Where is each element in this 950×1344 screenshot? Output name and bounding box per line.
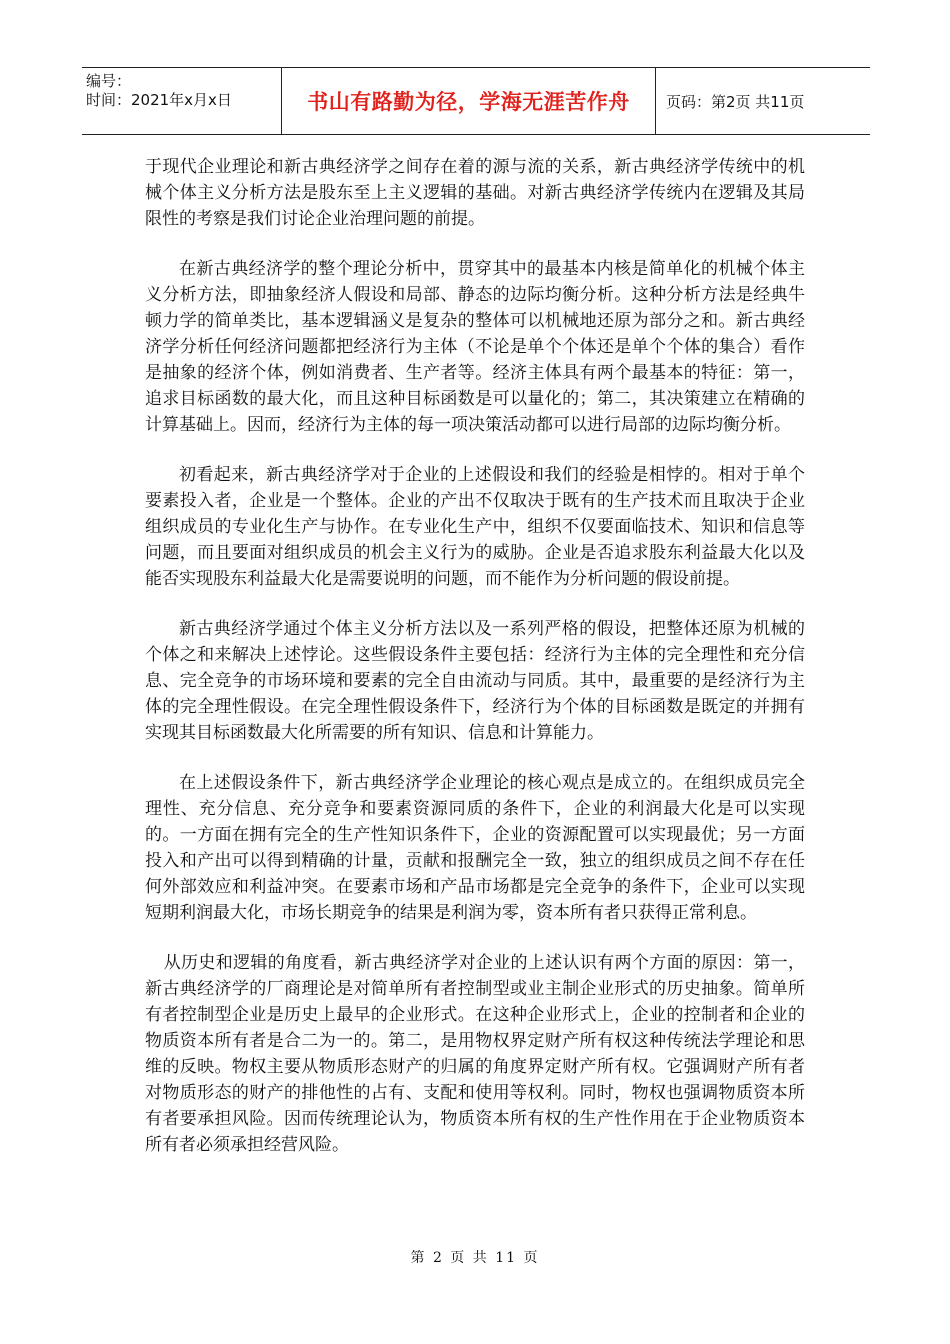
document-number-label: 编号： xyxy=(86,72,132,90)
body-paragraph-5: 在上述假设条件下，新古典经济学企业理论的核心观点是成立的。在组织成员完全理性、充分信息、充分竞争和要素资源同质的条件下，企业的利润最大化是可以实现的。一方面在拥有完全的生产性知识条件下，企业的资源配置可以实现最优；另一方面投入和产出可以得到精确的计量，贡献和报酬完全一致，独立的组织成员之间不存在任何外部效应和利益冲突。在要素市场和产品市场都是完全竞争的条件下，企业可以实现短期利润最大化，市场长期竞争的结果是利润为零，资本所有者只获得正常利息。 xyxy=(145,773,805,923)
document-body xyxy=(145,154,805,1182)
header-motto: 书山有路勤为径，学海无涯苦作舟 xyxy=(307,90,630,114)
page-header xyxy=(82,67,870,135)
header-page-info: 页码：第2页 共11页 xyxy=(666,92,805,111)
document-date: 时间：2021年x月x日 xyxy=(86,91,232,109)
header-motto-cell xyxy=(282,68,656,134)
page-footer: 第 2 页 共 11 页 xyxy=(410,1250,540,1266)
header-page-info-cell xyxy=(656,68,870,134)
body-paragraph-2: 在新古典经济学的整个理论分析中，贯穿其中的最基本内核是简单化的机械个体主义分析方法，即抽象经济人假设和局部、静态的边际均衡分析。这种分析方法是经典牛顿力学的简单类比，基本逻辑涵义是复杂的整体可以机械地还原为部分之和。新古典经济学分析任何经济问题都把经济行为主体（不论是单个个体还是单个个体的集合）看作是抽象的经济个体，例如消费者、生产者等。经济主体具有两个最基本的特征：第一，追求目标函数的最大化，而且这种目标函数是可以量化的；第二，其决策建立在精确的计算基础上。因而，经济行为主体的每一项决策活动都可以进行局部的边际均衡分析。 xyxy=(145,259,805,435)
body-paragraph-3: 初看起来，新古典经济学对于企业的上述假设和我们的经验是相悖的。相对于单个要素投入者，企业是一个整体。企业的产出不仅取决于既有的生产技术而且取决于企业组织成员的专业化生产与协作。在专业化生产中，组织不仅要面临技术、知识和信息等问题，而且要面对组织成员的机会主义行为的威胁。企业是否追求股东利益最大化以及能否实现股东利益最大化是需要说明的问题，而不能作为分析问题的假设前提。 xyxy=(145,465,805,589)
body-paragraph-6: 从历史和逻辑的角度看，新古典经济学对企业的上述认识有两个方面的原因：第一，新古典经济学的厂商理论是对简单所有者控制型或业主制企业形式的历史抽象。简单所有者控制型企业是历史上最早的企业形式。在这种企业形式上，企业的控制者和企业的物质资本所有者是合二为一的。第二，是用物权界定财产所有权这种传统法学理论和思维的反映。物权主要从物质形态财产的归属的角度界定财产所有权。它强调财产所有者对物质形态的财产的排他性的占有、支配和使用等权利。同时，物权也强调物质资本所有者要承担风险。因而传统理论认为，物质资本所有权的生产性作用在于企业物质资本所有者必须承担经营风险。 xyxy=(145,953,805,1155)
body-paragraph-1: 于现代企业理论和新古典经济学之间存在着的源与流的关系，新古典经济学传统中的机械个体主义分析方法是股东至上主义逻辑的基础。对新古典经济学传统内在逻辑及其局限性的考察是我们讨论企业治理问题的前提。 xyxy=(145,157,805,229)
header-meta xyxy=(82,68,282,134)
body-paragraph-4: 新古典经济学通过个体主义分析方法以及一系列严格的假设，把整体还原为机械的个体之和来解决上述悖论。这些假设条件主要包括：经济行为主体的完全理性和充分信息、完全竞争的市场环境和要素的完全自由流动与同质。其中，最重要的是经济行为主体的完全理性假设。在完全理性假设条件下，经济行为个体的目标函数是既定的并拥有实现其目标函数最大化所需要的所有知识、信息和计算能力。 xyxy=(145,619,805,743)
